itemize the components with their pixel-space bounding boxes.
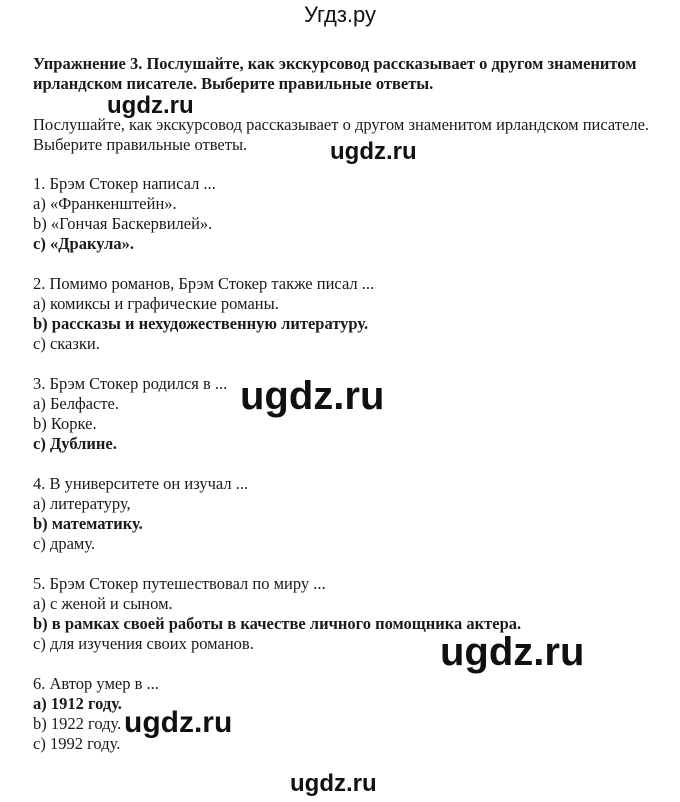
question-prompt: 6. Автор умер в ...	[33, 674, 159, 693]
answer-option-c: c) драму.	[33, 534, 96, 553]
answer-option-b: b) Корке.	[33, 414, 97, 433]
answer-option-a: a) литературу,	[33, 494, 131, 513]
answer-option-b: b) в рамках своей работы в качестве личного помощника актера.	[33, 614, 522, 633]
watermark: ugdz.ru	[107, 92, 194, 119]
answer-option-a: a) «Франкенштейн».	[33, 194, 177, 213]
question-prompt: 1. Брэм Стокер написал ...	[33, 174, 216, 193]
answer-option-b: b) рассказы и нехудожественную литературу.	[33, 314, 369, 333]
exercise-intro: Послушайте, как экскурсовод рассказывает о другом знаменитом ирландском писателе. Выберите правильные ответы.	[33, 115, 650, 154]
answer-option-b: b) 1922 году.	[33, 714, 122, 733]
watermark: ugdz.ru	[240, 374, 385, 418]
watermark: ugdz.ru	[440, 630, 585, 674]
answer-option-a: a) с женой и сыном.	[33, 594, 173, 613]
answer-option-c: c) для изучения своих романов.	[33, 634, 254, 653]
question-4	[33, 474, 653, 554]
answer-option-b: b) «Гончая Баскервилей».	[33, 214, 213, 233]
answer-option-c: c) сказки.	[33, 334, 100, 353]
watermark: ugdz.ru	[290, 770, 377, 797]
question-prompt: 5. Брэм Стокер путешествовал по миру ...	[33, 574, 326, 593]
question-2	[33, 274, 653, 354]
site-title: Угдз.ру	[303, 2, 377, 27]
watermark: ugdz.ru	[330, 138, 417, 165]
answer-option-a: a) Белфасте.	[33, 394, 119, 413]
answer-option-a: a) комиксы и графические романы.	[33, 294, 279, 313]
question-1	[33, 174, 653, 254]
answer-option-c: c) «Дракула».	[33, 234, 134, 253]
answer-option-c: c) Дублине.	[33, 434, 117, 453]
watermark: ugdz.ru	[124, 706, 233, 739]
answer-option-c: c) 1992 году.	[33, 734, 121, 753]
answer-option-b: b) математику.	[33, 514, 143, 533]
question-prompt: 3. Брэм Стокер родился в ...	[33, 374, 228, 393]
answer-option-a: a) 1912 году.	[33, 694, 122, 713]
question-prompt: 2. Помимо романов, Брэм Стокер также писал ...	[33, 274, 375, 293]
question-list	[33, 174, 653, 774]
question-prompt: 4. В университете он изучал ...	[33, 474, 249, 493]
exercise-title: Упражнение 3. Послушайте, как экскурсовод рассказывает о другом знаменитом ирландском писателе. Выберите правильные ответы.	[33, 54, 637, 93]
